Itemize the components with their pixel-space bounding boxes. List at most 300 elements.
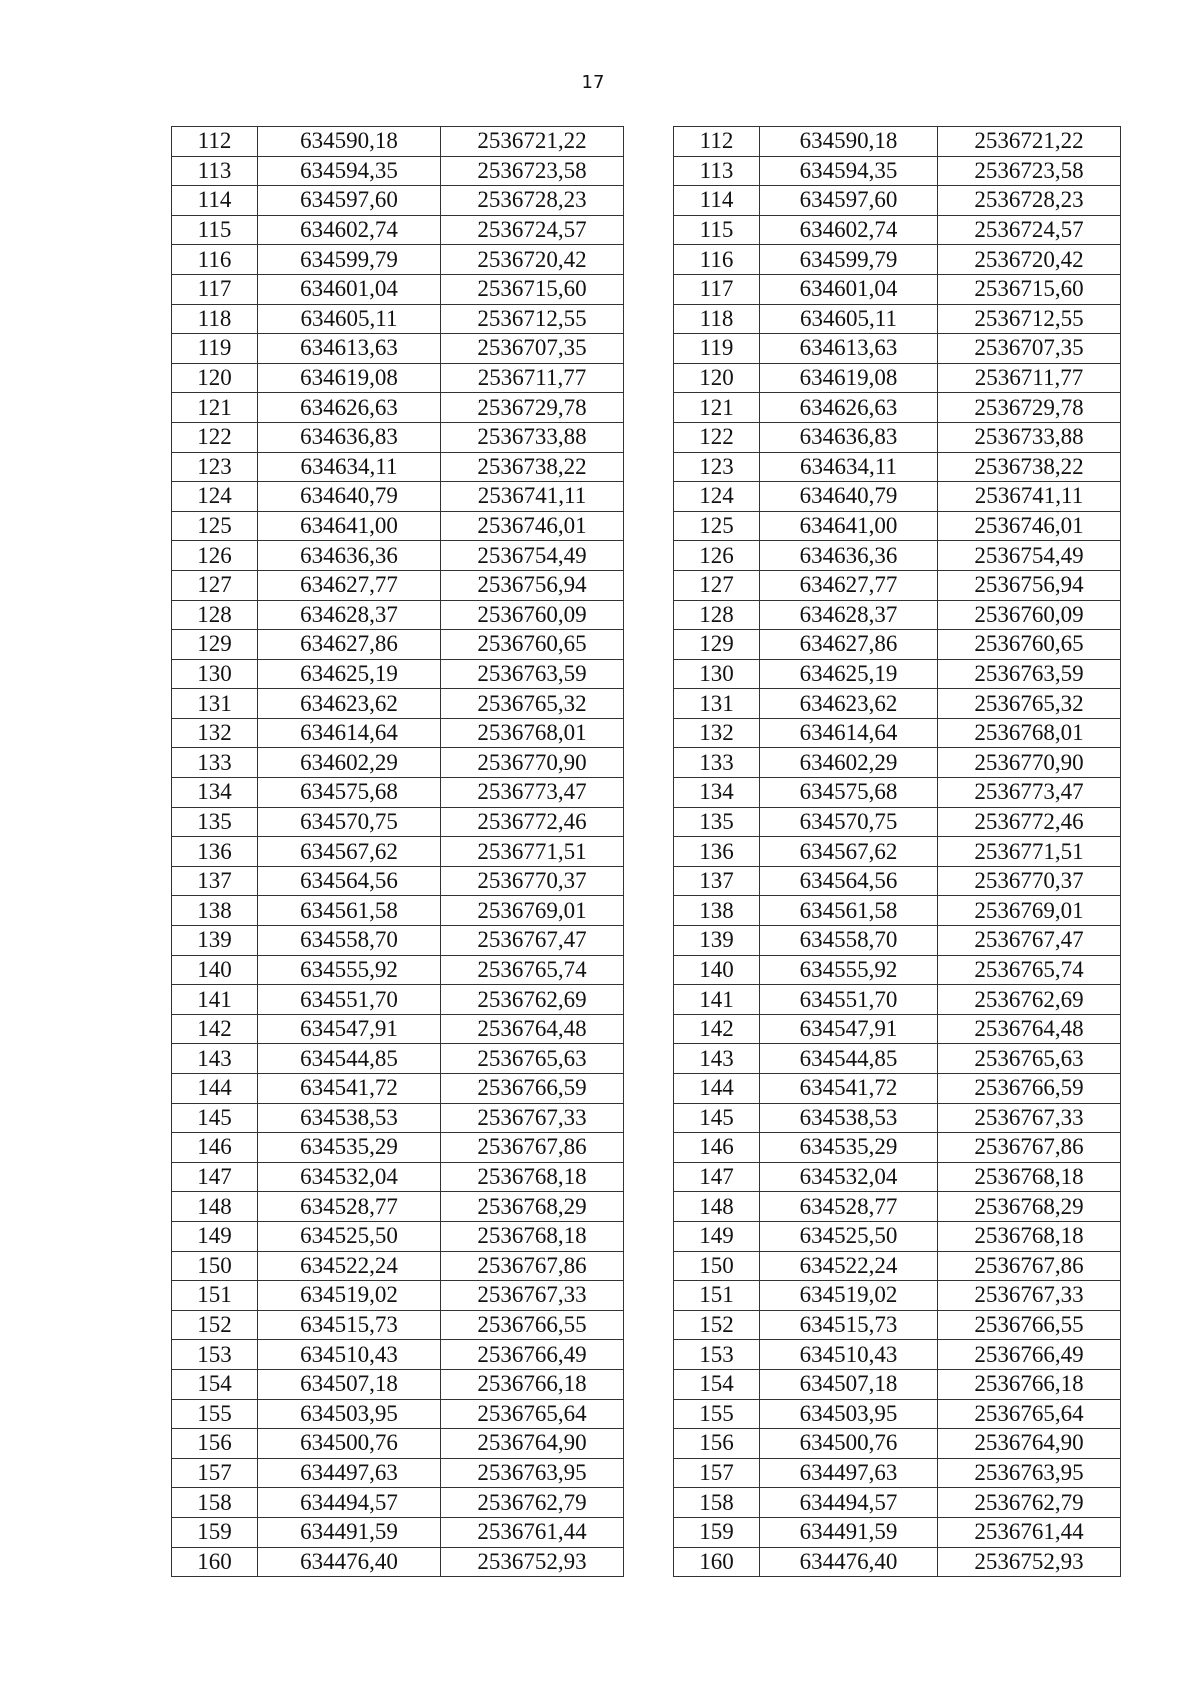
x-coordinate-cell-right: 634564,56 [760,866,938,896]
table-row [172,718,1121,748]
spacer-cell [624,422,674,452]
x-coordinate-cell: 634614,64 [258,718,441,748]
spacer-cell [624,778,674,808]
y-coordinate-cell-right: 2536767,47 [938,926,1121,956]
y-coordinate-cell: 2536712,55 [441,304,624,334]
x-coordinate-cell-right: 634614,64 [760,718,938,748]
point-number-cell-right: 155 [674,1399,760,1429]
spacer-cell [624,245,674,275]
point-number-cell-right: 135 [674,807,760,837]
spacer-cell [624,1429,674,1459]
y-coordinate-cell: 2536773,47 [441,778,624,808]
x-coordinate-cell-right: 634594,35 [760,156,938,186]
y-coordinate-cell-right: 2536767,33 [938,1103,1121,1133]
table-row [172,422,1121,452]
y-coordinate-cell: 2536769,01 [441,896,624,926]
x-coordinate-cell: 634597,60 [258,186,441,216]
x-coordinate-cell: 634507,18 [258,1369,441,1399]
table-row [172,1044,1121,1074]
x-coordinate-cell-right: 634528,77 [760,1192,938,1222]
spacer-cell [624,215,674,245]
point-number-cell-right: 152 [674,1310,760,1340]
y-coordinate-cell: 2536762,79 [441,1488,624,1518]
table-row [172,1074,1121,1104]
table-row [172,1369,1121,1399]
x-coordinate-cell: 634535,29 [258,1133,441,1163]
spacer-cell [624,1221,674,1251]
point-number-cell-right: 123 [674,452,760,482]
x-coordinate-cell-right: 634561,58 [760,896,938,926]
point-number-cell: 137 [172,866,258,896]
y-coordinate-cell: 2536768,01 [441,718,624,748]
y-coordinate-cell-right: 2536746,01 [938,511,1121,541]
x-coordinate-cell: 634558,70 [258,926,441,956]
point-number-cell-right: 116 [674,245,760,275]
y-coordinate-cell: 2536772,46 [441,807,624,837]
x-coordinate-cell-right: 634605,11 [760,304,938,334]
y-coordinate-cell: 2536767,33 [441,1281,624,1311]
table-row [172,1014,1121,1044]
x-coordinate-cell: 634605,11 [258,304,441,334]
x-coordinate-cell: 634551,70 [258,985,441,1015]
y-coordinate-cell: 2536752,93 [441,1547,624,1577]
point-number-cell: 119 [172,334,258,364]
y-coordinate-cell: 2536741,11 [441,482,624,512]
x-coordinate-cell-right: 634522,24 [760,1251,938,1281]
point-number-cell: 139 [172,926,258,956]
y-coordinate-cell: 2536770,37 [441,866,624,896]
x-coordinate-cell: 634628,37 [258,600,441,630]
point-number-cell: 156 [172,1429,258,1459]
x-coordinate-cell-right: 634500,76 [760,1429,938,1459]
spacer-cell [624,1133,674,1163]
spacer-cell [624,807,674,837]
x-coordinate-cell-right: 634497,63 [760,1458,938,1488]
spacer-cell [624,156,674,186]
y-coordinate-cell: 2536764,48 [441,1014,624,1044]
spacer-cell [624,1340,674,1370]
point-number-cell-right: 154 [674,1369,760,1399]
x-coordinate-cell: 634590,18 [258,127,441,157]
table-row [172,778,1121,808]
point-number-cell-right: 134 [674,778,760,808]
y-coordinate-cell: 2536766,59 [441,1074,624,1104]
y-coordinate-cell-right: 2536763,95 [938,1458,1121,1488]
point-number-cell: 118 [172,304,258,334]
x-coordinate-cell-right: 634601,04 [760,274,938,304]
table-row [172,1103,1121,1133]
point-number-cell: 117 [172,274,258,304]
y-coordinate-cell: 2536767,86 [441,1133,624,1163]
table-row [172,452,1121,482]
y-coordinate-cell-right: 2536720,42 [938,245,1121,275]
spacer-cell [624,1547,674,1577]
point-number-cell-right: 140 [674,955,760,985]
point-number-cell: 130 [172,659,258,689]
x-coordinate-cell: 634641,00 [258,511,441,541]
y-coordinate-cell-right: 2536733,88 [938,422,1121,452]
table-row [172,630,1121,660]
y-coordinate-cell: 2536760,65 [441,630,624,660]
point-number-cell: 143 [172,1044,258,1074]
x-coordinate-cell: 634525,50 [258,1221,441,1251]
point-number-cell-right: 114 [674,186,760,216]
x-coordinate-cell: 634564,56 [258,866,441,896]
x-coordinate-cell-right: 634532,04 [760,1162,938,1192]
table-row [172,363,1121,393]
y-coordinate-cell-right: 2536760,65 [938,630,1121,660]
point-number-cell-right: 117 [674,274,760,304]
x-coordinate-cell: 634494,57 [258,1488,441,1518]
point-number-cell-right: 139 [674,926,760,956]
table-row [172,926,1121,956]
x-coordinate-cell-right: 634613,63 [760,334,938,364]
y-coordinate-cell: 2536767,86 [441,1251,624,1281]
y-coordinate-cell: 2536756,94 [441,570,624,600]
point-number-cell-right: 157 [674,1458,760,1488]
x-coordinate-cell-right: 634619,08 [760,363,938,393]
coordinates-table [171,126,1121,1577]
y-coordinate-cell-right: 2536756,94 [938,570,1121,600]
x-coordinate-cell: 634602,74 [258,215,441,245]
y-coordinate-cell: 2536721,22 [441,127,624,157]
point-number-cell-right: 137 [674,866,760,896]
x-coordinate-cell-right: 634575,68 [760,778,938,808]
table-row [172,274,1121,304]
spacer-cell [624,1458,674,1488]
spacer-cell [624,630,674,660]
x-coordinate-cell-right: 634507,18 [760,1369,938,1399]
spacer-cell [624,1074,674,1104]
x-coordinate-cell-right: 634510,43 [760,1340,938,1370]
spacer-cell [624,955,674,985]
point-number-cell: 121 [172,393,258,423]
y-coordinate-cell: 2536760,09 [441,600,624,630]
point-number-cell-right: 115 [674,215,760,245]
point-number-cell-right: 133 [674,748,760,778]
point-number-cell: 124 [172,482,258,512]
coordinates-table-body [172,127,1121,1577]
point-number-cell-right: 126 [674,541,760,571]
y-coordinate-cell: 2536763,59 [441,659,624,689]
x-coordinate-cell-right: 634636,83 [760,422,938,452]
x-coordinate-cell: 634515,73 [258,1310,441,1340]
point-number-cell: 134 [172,778,258,808]
point-number-cell-right: 128 [674,600,760,630]
spacer-cell [624,541,674,571]
y-coordinate-cell-right: 2536772,46 [938,807,1121,837]
spacer-cell [624,452,674,482]
point-number-cell: 116 [172,245,258,275]
x-coordinate-cell: 634626,63 [258,393,441,423]
x-coordinate-cell-right: 634491,59 [760,1517,938,1547]
x-coordinate-cell-right: 634627,77 [760,570,938,600]
x-coordinate-cell-right: 634555,92 [760,955,938,985]
point-number-cell: 151 [172,1281,258,1311]
spacer-cell [624,127,674,157]
x-coordinate-cell: 634567,62 [258,837,441,867]
y-coordinate-cell: 2536761,44 [441,1517,624,1547]
spacer-cell [624,748,674,778]
x-coordinate-cell: 634528,77 [258,1192,441,1222]
point-number-cell: 115 [172,215,258,245]
x-coordinate-cell: 634623,62 [258,689,441,719]
table-row [172,186,1121,216]
x-coordinate-cell-right: 634519,02 [760,1281,938,1311]
y-coordinate-cell: 2536746,01 [441,511,624,541]
point-number-cell: 140 [172,955,258,985]
point-number-cell: 112 [172,127,258,157]
table-row [172,1310,1121,1340]
point-number-cell: 113 [172,156,258,186]
x-coordinate-cell: 634519,02 [258,1281,441,1311]
point-number-cell: 146 [172,1133,258,1163]
point-number-cell-right: 149 [674,1221,760,1251]
spacer-cell [624,866,674,896]
spacer-cell [624,600,674,630]
point-number-cell: 158 [172,1488,258,1518]
y-coordinate-cell-right: 2536767,86 [938,1251,1121,1281]
point-number-cell: 157 [172,1458,258,1488]
x-coordinate-cell: 634575,68 [258,778,441,808]
point-number-cell-right: 159 [674,1517,760,1547]
table-row [172,127,1121,157]
spacer-cell [624,363,674,393]
y-coordinate-cell: 2536763,95 [441,1458,624,1488]
y-coordinate-cell-right: 2536738,22 [938,452,1121,482]
x-coordinate-cell: 634599,79 [258,245,441,275]
y-coordinate-cell-right: 2536766,18 [938,1369,1121,1399]
x-coordinate-cell-right: 634570,75 [760,807,938,837]
table-row [172,748,1121,778]
point-number-cell-right: 153 [674,1340,760,1370]
y-coordinate-cell-right: 2536721,22 [938,127,1121,157]
spacer-cell [624,1192,674,1222]
x-coordinate-cell-right: 634503,95 [760,1399,938,1429]
y-coordinate-cell: 2536711,77 [441,363,624,393]
point-number-cell: 154 [172,1369,258,1399]
x-coordinate-cell: 634613,63 [258,334,441,364]
x-coordinate-cell: 634602,29 [258,748,441,778]
table-row [172,1429,1121,1459]
spacer-cell [624,718,674,748]
point-number-cell: 135 [172,807,258,837]
x-coordinate-cell: 634500,76 [258,1429,441,1459]
point-number-cell: 126 [172,541,258,571]
point-number-cell-right: 138 [674,896,760,926]
point-number-cell: 128 [172,600,258,630]
y-coordinate-cell-right: 2536768,18 [938,1221,1121,1251]
point-number-cell: 127 [172,570,258,600]
x-coordinate-cell: 634522,24 [258,1251,441,1281]
spacer-cell [624,511,674,541]
spacer-cell [624,1162,674,1192]
table-row [172,304,1121,334]
point-number-cell-right: 121 [674,393,760,423]
point-number-cell: 150 [172,1251,258,1281]
spacer-cell [624,1251,674,1281]
table-row [172,1192,1121,1222]
y-coordinate-cell: 2536738,22 [441,452,624,482]
x-coordinate-cell: 634532,04 [258,1162,441,1192]
spacer-cell [624,1369,674,1399]
x-coordinate-cell-right: 634544,85 [760,1044,938,1074]
y-coordinate-cell-right: 2536752,93 [938,1547,1121,1577]
y-coordinate-cell-right: 2536765,74 [938,955,1121,985]
x-coordinate-cell-right: 634628,37 [760,600,938,630]
y-coordinate-cell: 2536768,18 [441,1221,624,1251]
y-coordinate-cell: 2536762,69 [441,985,624,1015]
x-coordinate-cell-right: 634626,63 [760,393,938,423]
x-coordinate-cell: 634547,91 [258,1014,441,1044]
point-number-cell-right: 158 [674,1488,760,1518]
table-row [172,955,1121,985]
y-coordinate-cell-right: 2536767,86 [938,1133,1121,1163]
spacer-cell [624,570,674,600]
y-coordinate-cell-right: 2536766,55 [938,1310,1121,1340]
x-coordinate-cell-right: 634641,00 [760,511,938,541]
y-coordinate-cell-right: 2536767,33 [938,1281,1121,1311]
point-number-cell-right: 131 [674,689,760,719]
y-coordinate-cell-right: 2536768,29 [938,1192,1121,1222]
x-coordinate-cell: 634634,11 [258,452,441,482]
y-coordinate-cell-right: 2536712,55 [938,304,1121,334]
y-coordinate-cell: 2536768,29 [441,1192,624,1222]
x-coordinate-cell-right: 634547,91 [760,1014,938,1044]
y-coordinate-cell-right: 2536765,32 [938,689,1121,719]
point-number-cell-right: 130 [674,659,760,689]
spacer-cell [624,482,674,512]
y-coordinate-cell-right: 2536761,44 [938,1517,1121,1547]
y-coordinate-cell-right: 2536764,90 [938,1429,1121,1459]
point-number-cell-right: 118 [674,304,760,334]
x-coordinate-cell-right: 634558,70 [760,926,938,956]
table-row [172,245,1121,275]
x-coordinate-cell-right: 634602,74 [760,215,938,245]
table-row [172,1458,1121,1488]
spacer-cell [624,1014,674,1044]
x-coordinate-cell: 634544,85 [258,1044,441,1074]
point-number-cell-right: 160 [674,1547,760,1577]
x-coordinate-cell: 634491,59 [258,1517,441,1547]
spacer-cell [624,1517,674,1547]
point-number-cell: 132 [172,718,258,748]
y-coordinate-cell: 2536766,49 [441,1340,624,1370]
x-coordinate-cell-right: 634623,62 [760,689,938,719]
point-number-cell-right: 156 [674,1429,760,1459]
spacer-cell [624,689,674,719]
table-row [172,541,1121,571]
y-coordinate-cell-right: 2536773,47 [938,778,1121,808]
table-row [172,215,1121,245]
y-coordinate-cell-right: 2536711,77 [938,363,1121,393]
table-row [172,1221,1121,1251]
point-number-cell-right: 112 [674,127,760,157]
x-coordinate-cell: 634625,19 [258,659,441,689]
y-coordinate-cell: 2536715,60 [441,274,624,304]
y-coordinate-cell: 2536723,58 [441,156,624,186]
spacer-cell [624,926,674,956]
y-coordinate-cell-right: 2536760,09 [938,600,1121,630]
table-row [172,156,1121,186]
point-number-cell-right: 142 [674,1014,760,1044]
y-coordinate-cell-right: 2536723,58 [938,156,1121,186]
spacer-cell [624,393,674,423]
table-row [172,896,1121,926]
x-coordinate-cell-right: 634567,62 [760,837,938,867]
spacer-cell [624,1310,674,1340]
point-number-cell: 152 [172,1310,258,1340]
point-number-cell: 122 [172,422,258,452]
y-coordinate-cell-right: 2536762,79 [938,1488,1121,1518]
spacer-cell [624,896,674,926]
x-coordinate-cell: 634627,77 [258,570,441,600]
y-coordinate-cell-right: 2536724,57 [938,215,1121,245]
y-coordinate-cell-right: 2536765,64 [938,1399,1121,1429]
x-coordinate-cell: 634594,35 [258,156,441,186]
table-row [172,807,1121,837]
x-coordinate-cell: 634636,36 [258,541,441,571]
point-number-cell-right: 113 [674,156,760,186]
x-coordinate-cell: 634541,72 [258,1074,441,1104]
x-coordinate-cell: 634619,08 [258,363,441,393]
table-row [172,511,1121,541]
y-coordinate-cell-right: 2536770,37 [938,866,1121,896]
y-coordinate-cell-right: 2536762,69 [938,985,1121,1015]
spacer-cell [624,659,674,689]
y-coordinate-cell-right: 2536741,11 [938,482,1121,512]
x-coordinate-cell: 634555,92 [258,955,441,985]
x-coordinate-cell-right: 634590,18 [760,127,938,157]
table-row [172,1488,1121,1518]
x-coordinate-cell-right: 634551,70 [760,985,938,1015]
y-coordinate-cell-right: 2536766,59 [938,1074,1121,1104]
y-coordinate-cell-right: 2536715,60 [938,274,1121,304]
x-coordinate-cell-right: 634625,19 [760,659,938,689]
y-coordinate-cell-right: 2536770,90 [938,748,1121,778]
table-row [172,570,1121,600]
y-coordinate-cell-right: 2536765,63 [938,1044,1121,1074]
table-row [172,837,1121,867]
point-number-cell: 114 [172,186,258,216]
y-coordinate-cell: 2536754,49 [441,541,624,571]
table-row [172,334,1121,364]
y-coordinate-cell: 2536766,55 [441,1310,624,1340]
spacer-cell [624,334,674,364]
point-number-cell-right: 124 [674,482,760,512]
x-coordinate-cell-right: 634476,40 [760,1547,938,1577]
x-coordinate-cell: 634627,86 [258,630,441,660]
y-coordinate-cell-right: 2536769,01 [938,896,1121,926]
spacer-cell [624,1103,674,1133]
x-coordinate-cell: 634561,58 [258,896,441,926]
x-coordinate-cell-right: 634535,29 [760,1133,938,1163]
point-number-cell-right: 151 [674,1281,760,1311]
point-number-cell: 155 [172,1399,258,1429]
x-coordinate-cell-right: 634541,72 [760,1074,938,1104]
y-coordinate-cell: 2536770,90 [441,748,624,778]
point-number-cell: 131 [172,689,258,719]
table-row [172,1133,1121,1163]
y-coordinate-cell: 2536765,32 [441,689,624,719]
table-row [172,1251,1121,1281]
point-number-cell-right: 129 [674,630,760,660]
point-number-cell-right: 127 [674,570,760,600]
page-number: 17 [581,72,605,93]
spacer-cell [624,1399,674,1429]
y-coordinate-cell: 2536728,23 [441,186,624,216]
x-coordinate-cell-right: 634525,50 [760,1221,938,1251]
